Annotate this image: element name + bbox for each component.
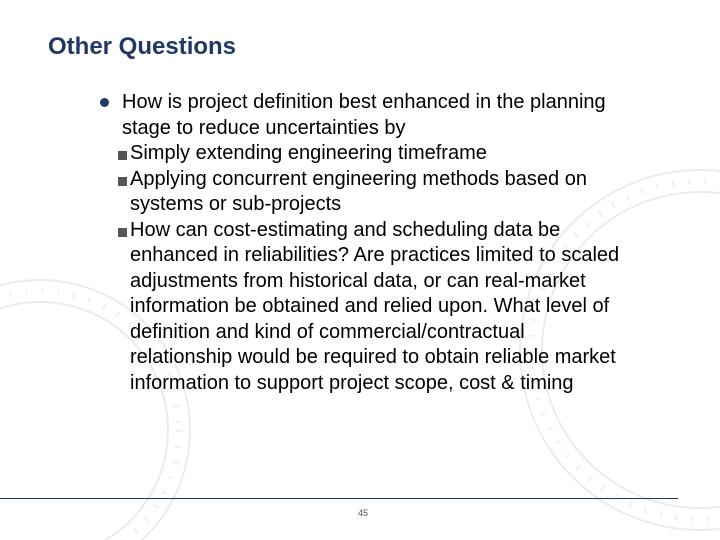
square-bullet-icon — [118, 228, 127, 237]
square-bullet-icon — [118, 177, 127, 186]
round-bullet-icon — [100, 98, 109, 107]
sub-bullet-item — [100, 167, 620, 218]
main-bullet-text: How is project definition best enhanced in the planning stage to reduce uncertainties by — [122, 91, 606, 139]
sub-bullet-list — [100, 141, 620, 396]
sub-bullet-text: Simply extending engineering timeframe — [130, 142, 487, 164]
page-number: 45 — [357, 508, 368, 518]
slide-title: Other Questions — [48, 33, 237, 60]
footer-divider — [0, 498, 678, 499]
square-bullet-icon — [118, 151, 127, 160]
sub-bullet-item — [100, 141, 620, 167]
main-bullet — [100, 90, 620, 141]
bullet-list — [100, 90, 620, 396]
sub-bullet-item — [100, 218, 620, 397]
sub-bullet-text: Applying concurrent engineering methods based on systems or sub-projects — [130, 167, 587, 215]
sub-bullet-text: How can cost-estimating and scheduling data be enhanced in reliabilities? Are practices limited to scaled adjustments from historical data, or can real-market information be obtained and relied upon. What level of definition and kind of commercial/contractual relationship would be required to obtain reliable market information to support project scope, cost & timing — [130, 218, 620, 394]
